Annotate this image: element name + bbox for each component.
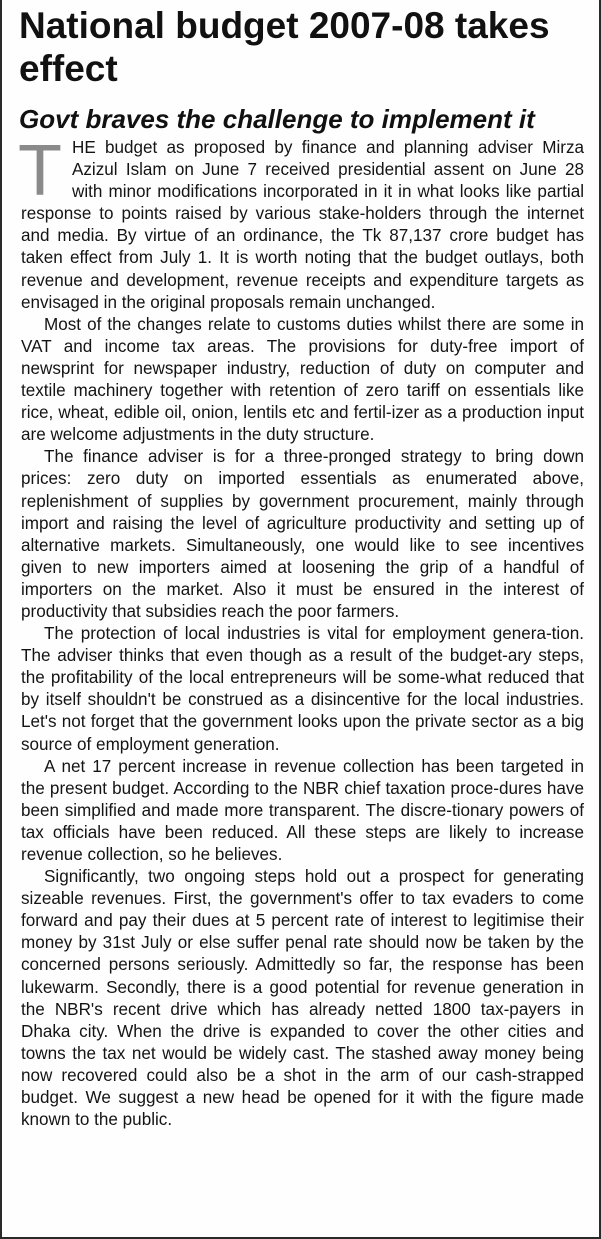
headline: National budget 2007-08 takes effect: [19, 5, 550, 89]
subheadline: Govt braves the challenge to implement it: [19, 104, 535, 134]
paragraph-4: The protection of local industries is vital for employment genera-tion. The adviser thinks that even though as a result of the budget-ary steps, the profitability of the local entrepreneurs will be some-what reduced that by itself shouldn't be construed as a disincentive for the local industries. Let's not forget that the government looks upon the private sector as a big source of employment generation.: [21, 624, 584, 754]
paragraph-3: The finance adviser is for a three-pronged strategy to bring down prices: zero duty on imported essentials as enumerated above, replenishment of supplies by government procurement, mainly through import and raising the level of agriculture productivity and setting up of alternative markets. Simultaneously, one would like to see incentives given to new importers aimed at loosening the grip of a handful of importers on the market. Also it must be ensured in the interest of productivity that subsidies reach the poor farmers.: [21, 447, 584, 621]
drop-cap: T: [18, 131, 62, 211]
paragraph-1-text: HE budget as proposed by finance and planning adviser Mirza Azizul Islam on June 7 received presidential assent on June 28 with minor modifications incorporated in it in what looks like partial response to points raised by various stake-holders through the internet and media. By virtue of an ordinance, the Tk 87,137 crore budget has taken effect from July 1. It is worth noting that the budget outlays, both revenue and development, revenue receipts and expenditure targets as envisaged in the original proposals remain unchanged.: [21, 138, 584, 312]
article-body: [18, 131, 584, 1131]
paragraph-2: Most of the changes relate to customs duties whilst there are some in VAT and income tax areas. The provisions for duty-free import of newsprint for newspaper industry, reduction of duty on computer and textile machinery together with retention of zero tariff on essentials like rice, wheat, edible oil, onion, lentils etc and fertil-izer as a production input are welcome adjustments in the duty structure.: [21, 314, 584, 445]
paragraph-5: A net 17 percent increase in revenue collection has been targeted in the present budget. According to the NBR chief taxation proce-dures have been simplified and made more transparent. The discre-tionary powers of tax officials have been reduced. All these steps are likely to increase revenue collection, so he believes.: [21, 756, 584, 864]
paragraph-1: [18, 131, 584, 314]
paragraph-6: Significantly, two ongoing steps hold out a prospect for generating sizeable revenues. First, the government's offer to tax evaders to come forward and pay their dues at 5 percent rate of interest to legitimise their money by 31st July or else suffer penal rate should now be taken by the concerned persons seriously. Admittedly so far, the response has been lukewarm. Secondly, there is a good potential for revenue generation in the NBR's recent drive which has already netted 1800 tax-payers in Dhaka city. When the drive is expanded to cover the other cities and towns the tax net would be widely cast. The stashed away money being now recovered could also be a shot in the arm of our cash-strapped budget. We suggest a new head be opened for it with the figure made known to the public.: [21, 867, 584, 1130]
